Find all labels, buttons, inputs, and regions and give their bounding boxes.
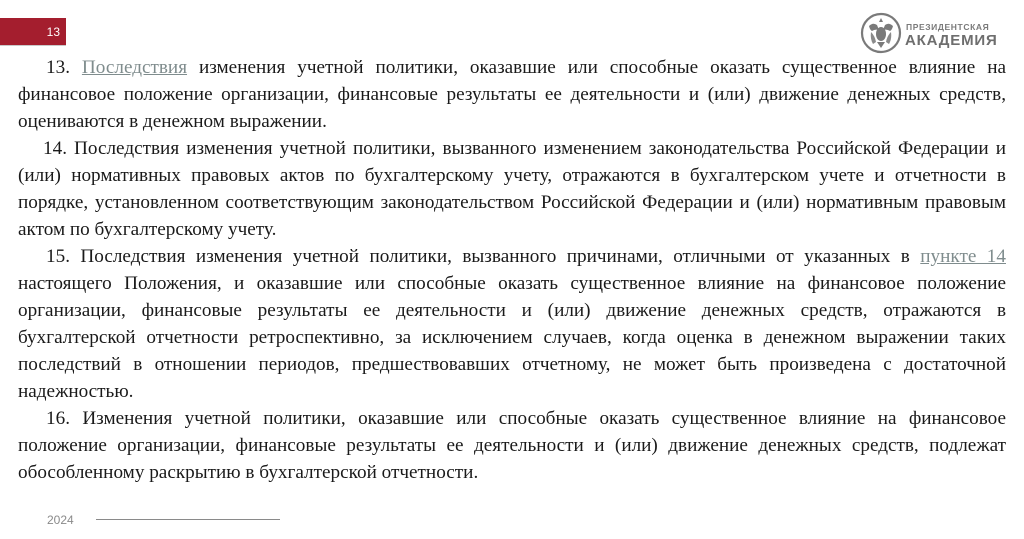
consequences-link[interactable]: Последствия [81,57,188,78]
paragraph-15 [18,243,1006,405]
double-headed-eagle-icon [860,10,902,56]
logo-text-main: АКАДЕМИЯ [905,32,998,49]
paragraph-13-text: изменения учетной политики, оказавшие или способные оказать существенное влияние на финансовое положение организации, финансовые результаты ее деятельности и (или) движение денежных средств, оцениваются в денежном выражении. [18,57,1006,132]
paragraph-16: 16. Изменения учетной политики, оказавшие или способные оказать существенное влияние на финансовое положение организации, финансовые результаты ее деятельности и (или) движение денежных средств, подлежат обособленному раскрытию в бухгалтерской отчетности. [18,408,1006,483]
paragraph-13 [18,54,1006,135]
footer-year: 2024 [47,513,74,527]
page-number: 13 [46,25,60,39]
paragraph-14: 14. Последствия изменения учетной политики, вызванного изменением законодательства Российской Федерации и (или) нормативных правовых актов по бухгалтерскому учету, отражаются в бухгалтерском учете и отчетности в порядке, установленном соответствующим законодательством Российской Федерации и (или) нормативным правовым актом по бухгалтерскому учету. [18,138,1006,240]
paragraph-15-text: настоящего Положения, и оказавшие или способные оказать существенное влияние на финансовое положение организации, финансовые результаты ее деятельности и (или) движение денежных средств, отражаются в бухгалтерской отчетности ретроспективно, за исключением случаев, когда оценка в денежном выражении таких последствий в отношении периодов, предшествовавших отчетному, не может быть произведена с достаточной надежностью. [18,273,1006,402]
clause-14-link[interactable]: пункте 14 [920,246,1006,267]
page-number-badge [0,18,66,46]
header-divider [0,45,66,46]
document-body [18,54,1006,486]
footer-divider [96,519,280,520]
logo-text-top: ПРЕЗИДЕНТСКАЯ [906,22,990,32]
paragraph-13-prefix: 13. [46,57,82,78]
paragraph-15-prefix: 15. Последствия изменения учетной политики, вызванного причинами, отличными от указанных в [46,246,921,267]
academy-logo [860,10,1020,58]
